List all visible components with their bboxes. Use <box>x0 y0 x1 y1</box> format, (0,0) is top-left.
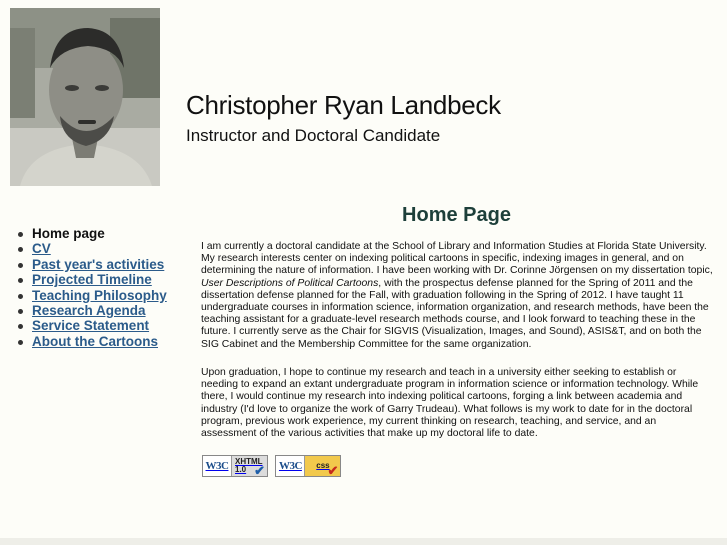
valid-xhtml-badge[interactable] <box>202 455 268 477</box>
sidebar-item-past-year[interactable] <box>17 257 167 272</box>
sidebar-item-research[interactable] <box>17 303 167 318</box>
sidebar-item-cartoons[interactable] <box>17 334 167 349</box>
sidebar-item-home-page <box>17 226 167 241</box>
sidebar-link-service[interactable]: Service Statement <box>32 318 150 334</box>
css-text: css <box>316 461 330 470</box>
xhtml-text: XHTML <box>235 457 263 466</box>
site-owner-name: Christopher Ryan Landbeck <box>186 90 501 120</box>
checkmark-icon: ✔ <box>254 463 265 477</box>
intro-paragraph <box>201 241 713 351</box>
w3c-logo-text: W3C <box>203 456 232 476</box>
sidebar-link-past-year[interactable]: Past year's activities <box>32 256 165 272</box>
footer-divider <box>0 538 727 545</box>
sidebar-link-cv[interactable]: CV <box>32 241 51 257</box>
w3c-logo-text: W3C <box>276 456 305 476</box>
sidebar-link-cartoons[interactable]: About the Cartoons <box>32 333 158 349</box>
sidebar-nav <box>17 226 167 349</box>
checkmark-icon: ✔ <box>327 463 339 477</box>
site-owner-title: Instructor and Doctoral Candidate <box>186 126 441 145</box>
intro-text-2: , with the prospectus defense planned for the Spring of 2011 and the dissertation defense planned for the Fall, with graduation following in the Spring of 2012. I have taught 11 undergraduate courses in information science, information organization, and research methods, have been the teaching assistant for a graduate-level research methods course, and I look forward to teaching these in the future. I currently serve as the Chair for SIGVIS (Visualization, Images, and Sound), ASIS&T, and on both the SIG Cabinet and the Membership Committee for the same organization. <box>201 277 709 350</box>
sidebar-item-timeline[interactable] <box>17 272 167 287</box>
page-title: Home Page <box>402 204 511 226</box>
intro-text-1: I am currently a doctoral candidate at the School of Library and Information Studies at Florida State University. My research interests center on indexing political cartoons in specific, indexing images in general, and on determining the nature of information. I have been working with Dr. Corinne Jörgensen on my dissertation topic, <box>201 241 713 277</box>
sidebar-link-research[interactable]: Research Agenda <box>32 303 146 319</box>
css-label <box>305 456 340 476</box>
sidebar-item-service[interactable] <box>17 318 167 333</box>
sidebar-link-timeline[interactable]: Projected Timeline <box>32 272 152 288</box>
sidebar-item-teaching[interactable] <box>17 288 167 303</box>
valid-css-badge[interactable] <box>275 455 341 477</box>
profile-photo <box>10 8 160 186</box>
sidebar-link-teaching[interactable]: Teaching Philosophy <box>32 287 167 303</box>
xhtml-label <box>232 456 267 476</box>
sidebar-item-cv[interactable] <box>17 241 167 256</box>
dissertation-title: User Descriptions of Political Cartoons <box>201 277 379 289</box>
xhtml-version: 1.0 <box>235 465 247 474</box>
goals-paragraph: Upon graduation, I hope to continue my research and teach in a university either seeking to establish or needing to expand an extant undergraduate program in information science or information technology. While there, I would continue my research into indexing political cartoons, forging a link between academia and industry (I'd love to organize the work of Garry Trudeau). What follows is my work to date for in the doctoral program, previous work experience, my current thinking on research, teaching, and service, and an assessment of the various activities that make up my doctoral life to date. <box>201 367 699 440</box>
validation-badges <box>202 455 344 477</box>
sidebar-item-label: Home page <box>32 226 105 241</box>
